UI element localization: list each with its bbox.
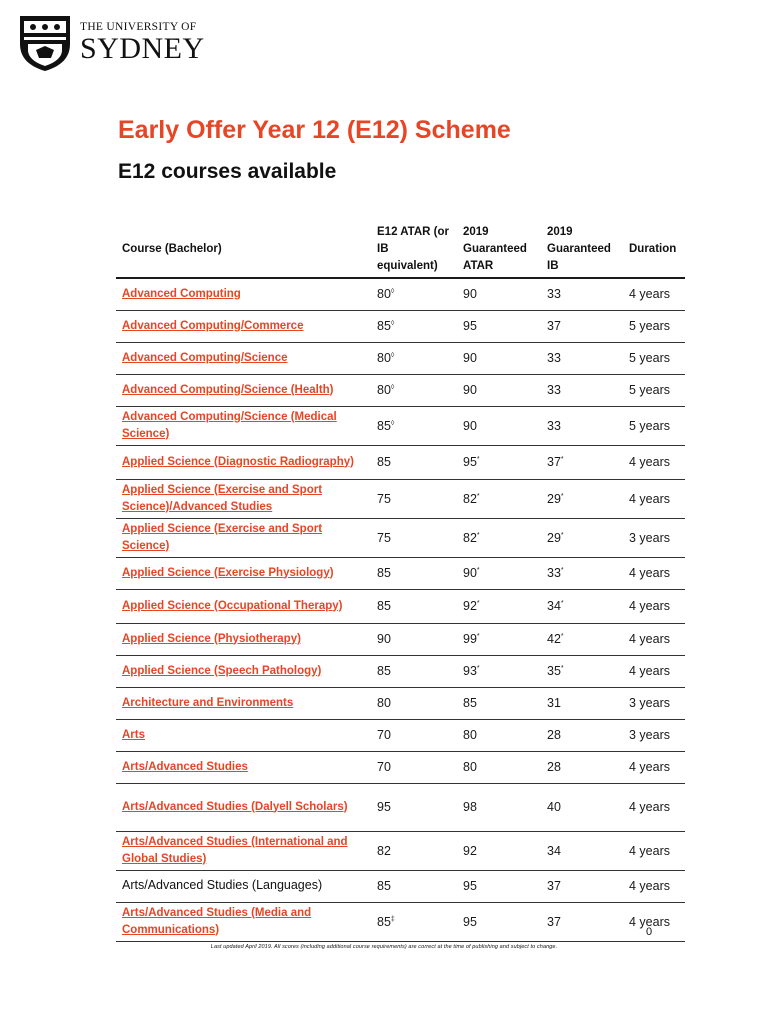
guaranteed-ib-cell-value: 33 [547,351,561,365]
guaranteed-ib-cell-footnote-mark: * [560,599,564,607]
guaranteed-ib-cell-footnote-mark: * [560,664,564,672]
e12-atar-cell [371,445,457,479]
guaranteed-ib-cell [541,278,623,310]
e12-atar-cell-footnote-mark: ◊ [390,319,395,327]
guaranteed-ib-cell [541,406,623,445]
course-cell [116,278,371,310]
guaranteed-atar-cell-footnote-mark: * [476,566,480,574]
guaranteed-atar-cell-value: 90 [463,351,477,365]
guaranteed-ib-cell-value: 31 [547,696,561,710]
e12-atar-cell [371,310,457,342]
guaranteed-ib-cell [541,310,623,342]
duration-cell: 3 years [623,687,685,719]
duration-cell: 4 years [623,623,685,655]
table-row [116,342,685,374]
header-2019-ib: 2019 Guaranteed IB [541,222,623,278]
course-link[interactable]: Applied Science (Occupational Therapy) [122,599,343,612]
course-link[interactable]: Architecture and Environments [122,696,294,709]
guaranteed-atar-cell-value: 98 [463,800,477,814]
e12-atar-cell [371,278,457,310]
course-cell [116,310,371,342]
guaranteed-ib-cell-value: 34 [547,843,561,858]
table-row [116,374,685,406]
guaranteed-atar-cell [457,310,541,342]
table-row [116,278,685,310]
e12-atar-cell-value: 95 [377,800,391,814]
duration-cell: 3 years [623,518,685,557]
table-row [116,623,685,655]
guaranteed-ib-cell-value: 42 [547,632,561,646]
guaranteed-atar-cell [457,831,541,870]
course-link[interactable]: Arts/Advanced Studies (Dalyell Scholars) [122,800,348,813]
e12-atar-cell [371,831,457,870]
course-cell [116,406,371,445]
course-cell [116,479,371,518]
guaranteed-atar-cell [457,623,541,655]
duration-cell: 3 years [623,719,685,751]
duration-cell: 4 years [623,557,685,589]
guaranteed-ib-cell-footnote-mark: * [560,531,564,539]
e12-atar-cell-value: 70 [377,728,391,742]
guaranteed-atar-cell-value: 80 [463,728,477,742]
header-duration: Duration [623,222,685,278]
course-cell [116,902,371,941]
e12-atar-cell-footnote-mark: ◊ [390,288,395,296]
e12-atar-cell-value: 85 [377,879,391,893]
course-cell [116,870,371,902]
guaranteed-atar-cell [457,870,541,902]
e12-atar-cell-footnote-mark: ◊ [390,419,395,427]
guaranteed-ib-cell-value: 33 [547,418,561,433]
page-number: 0 [646,926,653,938]
e12-atar-cell [371,479,457,518]
guaranteed-atar-cell [457,518,541,557]
guaranteed-ib-cell-value: 37 [547,319,561,333]
e12-atar-cell-footnote-mark: ‡ [390,915,395,923]
e12-atar-cell-value: 80 [377,696,391,710]
guaranteed-ib-cell-value: 33 [547,383,561,397]
guaranteed-ib-cell [541,518,623,557]
guaranteed-atar-cell [457,445,541,479]
e12-atar-cell-value: 85 [377,566,391,580]
guaranteed-atar-cell-value: 80 [463,760,477,774]
guaranteed-ib-cell-value: 29 [547,530,561,545]
e12-atar-cell-value: 70 [377,760,391,774]
guaranteed-atar-cell [457,655,541,687]
e12-atar-cell-value: 85 [377,664,391,678]
guaranteed-ib-cell [541,374,623,406]
guaranteed-atar-cell-value: 90 [463,418,477,433]
table-row [116,783,685,831]
header-e12-atar: E12 ATAR (or IB equivalent) [371,222,457,278]
logo-text-line1: THE UNIVERSITY OF [80,20,197,33]
table-row [116,518,685,557]
guaranteed-atar-cell [457,687,541,719]
guaranteed-ib-cell-footnote-mark: * [560,566,564,574]
duration-cell: 4 years [623,445,685,479]
e12-atar-cell-value: 85 [377,418,391,433]
guaranteed-atar-cell-value: 95 [463,455,477,469]
e12-atar-cell [371,589,457,623]
duration-cell: 5 years [623,406,685,445]
e12-atar-cell-footnote-mark: ◊ [390,383,395,391]
course-link[interactable]: Advanced Computing/Science (Medical Science) [122,410,337,440]
guaranteed-ib-cell [541,719,623,751]
table-row [116,310,685,342]
e12-atar-cell [371,374,457,406]
course-cell [116,445,371,479]
table-row [116,687,685,719]
guaranteed-atar-cell [457,406,541,445]
course-link[interactable]: Advanced Computing/Science (Health) [122,383,334,396]
e12-atar-cell [371,902,457,941]
university-crest-icon [18,14,72,72]
duration-cell: 5 years [623,342,685,374]
guaranteed-atar-cell [457,374,541,406]
table-row [116,445,685,479]
guaranteed-atar-cell [457,751,541,783]
page-title: Early Offer Year 12 (E12) Scheme [118,116,511,144]
guaranteed-atar-cell-value: 95 [463,319,477,333]
duration-cell: 5 years [623,374,685,406]
guaranteed-atar-cell-value: 85 [463,696,477,710]
guaranteed-ib-cell-value: 29 [547,491,561,506]
guaranteed-atar-cell-value: 82 [463,530,477,545]
e12-atar-cell [371,557,457,589]
e12-atar-cell-value: 75 [377,491,391,506]
course-link[interactable]: Applied Science (Physiotherapy) [122,632,301,645]
guaranteed-ib-cell-value: 37 [547,914,561,929]
guaranteed-ib-cell [541,589,623,623]
guaranteed-ib-cell-value: 28 [547,760,561,774]
duration-cell: 4 years [623,278,685,310]
guaranteed-atar-cell-footnote-mark: * [476,455,480,463]
duration-cell: 4 years [623,831,685,870]
course-cell [116,374,371,406]
guaranteed-atar-cell-footnote-mark: * [476,599,480,607]
e12-atar-cell [371,751,457,783]
guaranteed-atar-cell [457,902,541,941]
header-2019-atar: 2019 Guaranteed ATAR [457,222,541,278]
duration-cell: 5 years [623,310,685,342]
page-subtitle: E12 courses available [118,160,337,183]
guaranteed-atar-cell-footnote-mark: * [476,492,480,500]
guaranteed-ib-cell-value: 33 [547,287,561,302]
duration-cell: 4 years [623,783,685,831]
guaranteed-atar-cell-value: 95 [463,879,477,893]
e12-atar-cell-value: 85 [377,599,391,613]
duration-cell: 4 years [623,751,685,783]
course-cell [116,719,371,751]
e12-atar-cell-value: 85 [377,455,391,469]
table-row [116,479,685,518]
guaranteed-atar-cell-value: 93 [463,664,477,678]
course-cell [116,751,371,783]
table-row [116,406,685,445]
table-row [116,557,685,589]
guaranteed-atar-cell [457,783,541,831]
table-row [116,655,685,687]
course-link[interactable]: Arts/Advanced Studies [122,760,248,773]
guaranteed-atar-cell [457,719,541,751]
guaranteed-atar-cell-value: 99 [463,632,477,646]
e12-atar-cell [371,518,457,557]
course-cell [116,518,371,557]
guaranteed-atar-cell-footnote-mark: * [476,664,480,672]
course-cell [116,557,371,589]
course-link[interactable]: Applied Science (Exercise Physiology) [122,566,334,579]
guaranteed-ib-cell-value: 37 [547,879,561,893]
guaranteed-ib-cell-footnote-mark: * [560,632,564,640]
table-row [116,719,685,751]
e12-atar-cell-value: 82 [377,843,391,858]
guaranteed-atar-cell-value: 90 [463,566,477,580]
course-cell [116,831,371,870]
guaranteed-atar-cell-value: 92 [463,599,477,613]
course-link[interactable]: Advanced Computing [122,287,241,300]
e12-atar-cell-value: 75 [377,530,391,545]
guaranteed-atar-cell-value: 95 [463,914,477,929]
e12-atar-cell [371,719,457,751]
guaranteed-atar-cell [457,479,541,518]
e12-atar-cell-value: 80 [377,383,391,397]
courses-table [116,222,685,942]
guaranteed-ib-cell [541,479,623,518]
course-cell [116,687,371,719]
guaranteed-atar-cell [457,278,541,310]
duration-cell: 4 years [623,479,685,518]
guaranteed-ib-cell [541,783,623,831]
header-course: Course (Bachelor) [116,222,371,278]
e12-atar-cell [371,783,457,831]
course-cell [116,655,371,687]
course-name: Arts/Advanced Studies (Languages) [122,878,323,892]
guaranteed-ib-cell [541,902,623,941]
guaranteed-ib-cell [541,342,623,374]
logo-text-line2: SYDNEY [80,32,205,66]
guaranteed-atar-cell [457,557,541,589]
guaranteed-ib-cell [541,751,623,783]
e12-atar-cell [371,623,457,655]
guaranteed-ib-cell [541,445,623,479]
e12-atar-cell [371,687,457,719]
e12-atar-cell-value: 85 [377,319,391,333]
table-row [116,589,685,623]
guaranteed-atar-cell-footnote-mark: * [476,632,480,640]
course-cell [116,783,371,831]
guaranteed-ib-cell [541,557,623,589]
table-row [116,870,685,902]
guaranteed-ib-cell-value: 28 [547,728,561,742]
course-cell [116,589,371,623]
e12-atar-cell-value: 90 [377,632,391,646]
table-row [116,902,685,941]
course-link[interactable]: Advanced Computing/Science [122,351,288,364]
e12-atar-cell-value: 85 [377,914,391,929]
course-link[interactable]: Applied Science (Speech Pathology) [122,664,322,677]
guaranteed-ib-cell-value: 33 [547,566,561,580]
guaranteed-atar-cell-value: 92 [463,843,477,858]
guaranteed-ib-cell [541,655,623,687]
university-logo [18,14,205,72]
guaranteed-ib-cell [541,831,623,870]
course-link[interactable]: Applied Science (Diagnostic Radiography) [122,455,354,468]
table-body [116,278,685,941]
duration-cell: 4 years [623,589,685,623]
e12-atar-cell [371,870,457,902]
guaranteed-atar-cell [457,342,541,374]
guaranteed-ib-cell [541,687,623,719]
guaranteed-atar-cell-value: 82 [463,491,477,506]
guaranteed-ib-cell-footnote-mark: * [560,492,564,500]
course-link[interactable]: Arts/Advanced Studies (International and Global Studies) [122,835,348,865]
guaranteed-ib-cell [541,870,623,902]
course-link[interactable]: Advanced Computing/Commerce [122,319,304,332]
course-link[interactable]: Arts [122,728,146,741]
e12-atar-cell [371,406,457,445]
e12-atar-cell [371,655,457,687]
footnote: Last updated April 2019. All scores (including additional course requirements) are correct at the time of publishing and subject to change. [210,944,558,950]
guaranteed-atar-cell-footnote-mark: * [476,531,480,539]
guaranteed-ib-cell-value: 34 [547,599,561,613]
guaranteed-atar-cell-value: 90 [463,287,477,302]
guaranteed-ib-cell-value: 40 [547,800,561,814]
table-header-row [116,222,685,278]
table-row [116,831,685,870]
course-link[interactable]: Applied Science (Exercise and Sport Science) [122,522,323,552]
table-row [116,751,685,783]
course-link[interactable]: Applied Science (Exercise and Sport Science)/Advanced Studies [122,483,323,513]
guaranteed-ib-cell-value: 37 [547,455,561,469]
guaranteed-ib-cell [541,623,623,655]
e12-atar-cell-value: 80 [377,351,391,365]
guaranteed-atar-cell-value: 90 [463,383,477,397]
course-link[interactable]: Arts/Advanced Studies (Media and Communications) [122,906,312,936]
e12-atar-cell-value: 80 [377,287,391,302]
e12-atar-cell [371,342,457,374]
duration-cell: 4 years [623,655,685,687]
guaranteed-ib-cell-footnote-mark: * [560,455,564,463]
guaranteed-ib-cell-value: 35 [547,664,561,678]
duration-cell: 4 years [623,870,685,902]
course-cell [116,342,371,374]
duration-cell: 4 years [623,902,685,941]
course-cell [116,623,371,655]
guaranteed-atar-cell [457,589,541,623]
e12-atar-cell-footnote-mark: ◊ [390,351,395,359]
